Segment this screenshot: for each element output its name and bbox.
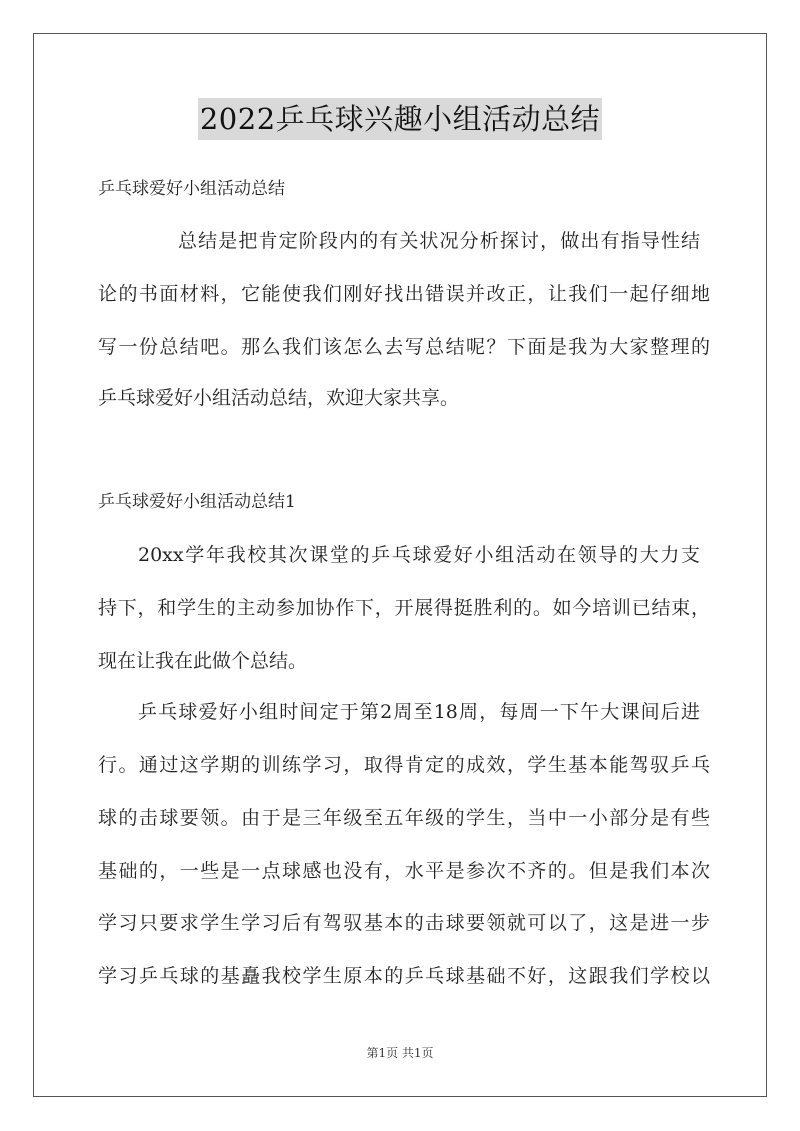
section1-heading: 乒乓球爱好小组活动总结1	[98, 492, 296, 512]
intro-heading: 乒乓球爱好小组活动总结	[98, 179, 285, 199]
document-title: 2022乒乓球兴趣小组活动总结	[198, 98, 602, 140]
section1-para2-line-3: 球的击球要领。由于是三年级至五年级的学生，当中一小部分是有些	[98, 807, 710, 829]
section1-para1-line-3: 现在让我在此做个总结。	[98, 650, 308, 672]
section1-para2-line-2: 行。通过这学期的训练学习，取得肯定的成效，学生基本能驾驭乒乓	[98, 754, 710, 776]
intro-line-4: 乒乓球爱好小组活动总结，欢迎大家共享。	[98, 387, 460, 409]
section1-para2-line-4: 基础的，一些是一点球感也没有，水平是参次不齐的。但是我们本次	[98, 860, 710, 882]
section1-para1-line-2: 持下，和学生的主动参加协作下，开展得挺胜利的。如今培训已结束，	[98, 597, 710, 619]
page-footer: 第1页 共1页	[366, 1046, 434, 1060]
intro-line-3: 写一份总结吧。那么我们该怎么去写总结呢？下面是我为大家整理的	[98, 336, 710, 358]
title-container	[0, 98, 800, 140]
intro-line-2: 论的书面材料，它能使我们刚好找出错误并改正，让我们一起仔细地	[98, 283, 710, 305]
section1-para2-line-5: 学习只要求学生学习后有驾驭基本的击球要领就可以了，这是进一步	[98, 912, 710, 934]
section1-para1-line-1: 20xx学年我校其次课堂的乒乓球爱好小组活动在领导的大力支	[138, 544, 700, 566]
intro-line-1: 总结是把肯定阶段内的有关状况分析探讨，做出有指导性结	[178, 230, 700, 252]
section1-para2-line-6: 学习乒乓球的基矗我校学生原本的乒乓球基础不好，这跟我们学校以	[98, 965, 710, 987]
section1-para2-line-1: 乒乓球爱好小组时间定于第2周至18周，每周一下午大课间后进	[138, 701, 700, 723]
